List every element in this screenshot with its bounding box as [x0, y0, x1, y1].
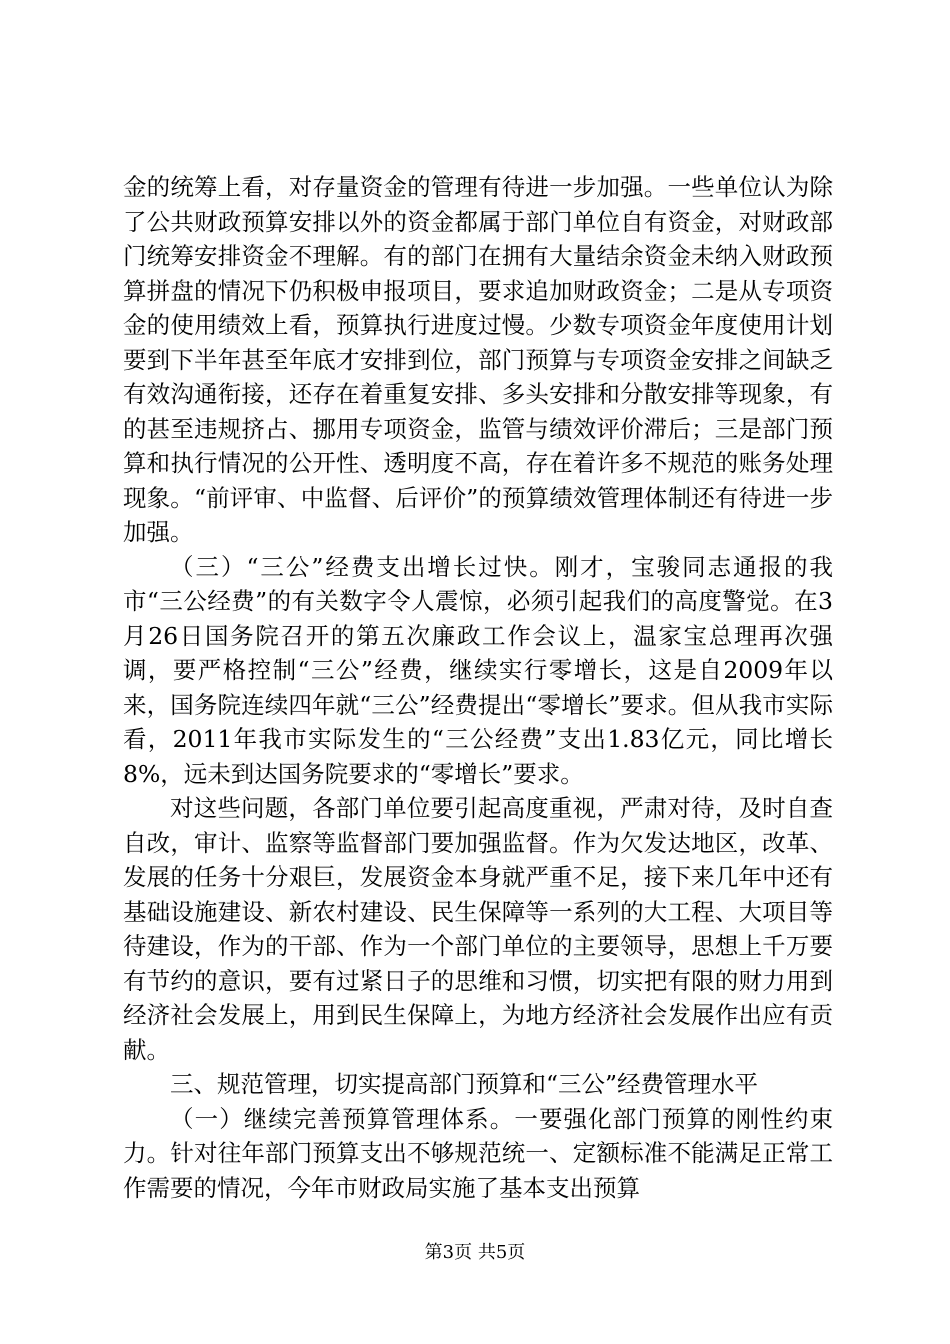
page-number-footer: 第3页 共5页	[424, 1242, 526, 1263]
paragraph-problem-response: 对这些问题，各部门单位要引起高度重视，严肃对待，及时自查自改，审计、监察等监督部门要加强监督。作为欠发达地区，改革、发展的任务十分艰巨，发展资金本身就严重不足，接下来几年中还有基础设施建设、新农村建设、民生保障等一系列的大工程、大项目等待建设，作为的干部、作为一个部门单位的主要领导，思想上千万要有节约的意识，要有过紧日子的思维和习惯，切实把有限的财力用到经济社会发展上，用到民生保障上，为地方经济社会发展作出应有贡献。	[123, 794, 833, 1064]
document-body	[123, 170, 833, 1205]
paragraph-continued: 金的统筹上看，对存量资金的管理有待进一步加强。一些单位认为除了公共财政预算安排以外的资金都属于部门单位自有资金，对财政部门统筹安排资金不理解。有的部门在拥有大量结余资金未纳入财政预算拼盘的情况下仍积极申报项目，要求追加财政资金；二是从专项资金的使用绩效上看，预算执行进度过慢。少数专项资金年度使用计划要到下半年甚至年底才安排到位，部门预算与专项资金安排之间缺乏有效沟通衔接，还存在着重复安排、多头安排和分散安排等现象，有的甚至违规挤占、挪用专项资金，监管与绩效评价滞后；三是部门预算和执行情况的公开性、透明度不高，存在着许多不规范的账务处理现象。“前评审、中监督、后评价”的预算绩效管理体制还有待进一步加强。	[123, 173, 833, 546]
section-heading-three: 三、规范管理，切实提高部门预算和“三公”经费管理水平	[170, 1070, 759, 1098]
paragraph-budget-system: （一）继续完善预算管理体系。一要强化部门预算的刚性约束力。针对往年部门预算支出不够规范统一、定额标准不能满足正常工作需要的情况，今年市财政局实施了基本支出预算	[123, 1104, 833, 1202]
paragraph-three-public-expenses: （三）“三公”经费支出增长过快。刚才，宝骏同志通报的我市“三公经费”的有关数字令人震惊，必须引起我们的高度警觉。在3月26日国务院召开的第五次廉政工作会议上，温家宝总理再次强调，要严格控制“三公”经费，继续实行零增长，这是自2009年以来，国务院连续四年就“三公”经费提出“零增长”要求。但从我市实际看，2011年我市实际发生的“三公经费”支出1.83亿元，同比增长8%，远未到达国务院要求的“零增长”要求。	[123, 552, 833, 788]
